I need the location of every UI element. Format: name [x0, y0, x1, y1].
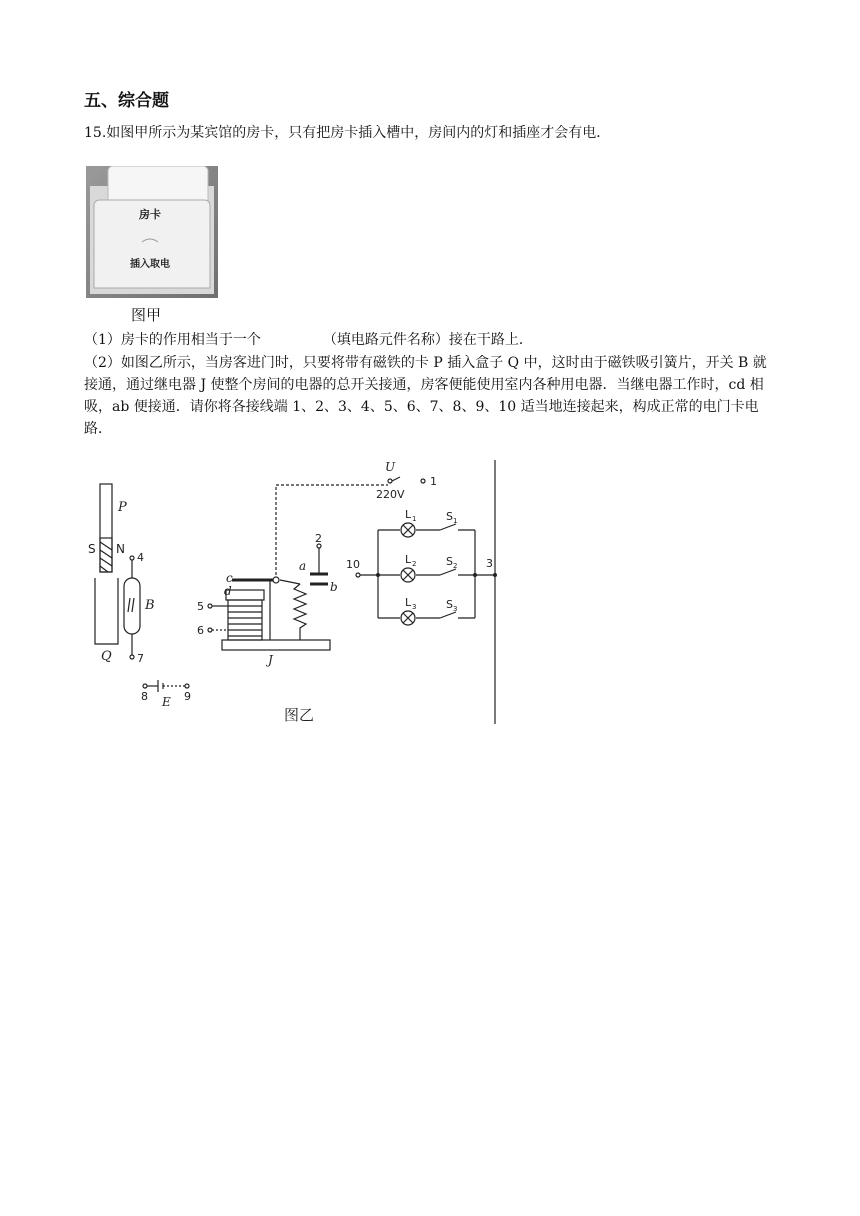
label-d: d — [224, 584, 232, 598]
label-l3-sub: 3 — [412, 603, 417, 611]
label-voltage: 220V — [376, 488, 405, 501]
label-q: Q — [101, 649, 112, 664]
terminal-4: 4 — [137, 551, 144, 564]
label-l2: L — [405, 553, 412, 566]
terminal-10: 10 — [346, 558, 360, 571]
question-intro: 15.如图甲所示为某宾馆的房卡，只有把房卡插入槽中，房间内的灯和插座才会有电． — [84, 125, 611, 141]
part1-after: （填电路元件名称）接在干路上． — [322, 332, 533, 348]
room-card-photo — [86, 166, 218, 298]
part1-text — [84, 329, 774, 351]
label-l3: L — [405, 596, 412, 609]
label-l2-sub: 2 — [412, 560, 417, 568]
label-c: c — [226, 571, 233, 585]
circuit-diagram — [0, 455, 520, 730]
label-a: a — [299, 559, 307, 573]
label-u: U — [385, 460, 396, 474]
label-s3: S — [446, 598, 453, 611]
reed-switch-b — [124, 578, 140, 634]
label-b: B — [145, 598, 155, 613]
label-b-contact: b — [330, 580, 338, 594]
label-l1: L — [405, 508, 412, 521]
terminal-7: 7 — [137, 652, 144, 665]
label-l1-sub: 1 — [412, 515, 417, 523]
terminal-8: 8 — [141, 690, 148, 703]
part2-text: （2）如图乙所示，当房客进门时，只要将带有磁铁的卡 P 插入盒子 Q 中，这时由于磁铁吸引簧片，开关 B 就接通，通过继电器 J 使整个房间的电器的总开关接通，房客便能使用室内各种用电器．当继电器工作时，cd 相吸，ab 便接通．请你将各接线端 1、2、3、4、5、6、7、8、9、10 适当地连接起来，构成正常的电门卡电路． — [84, 355, 767, 437]
label-s1: S — [446, 510, 453, 523]
figure-b-caption: 图乙 — [284, 706, 315, 724]
terminal-6: 6 — [197, 624, 204, 637]
card-action-label: 插入取电 — [130, 259, 170, 270]
label-s: S — [88, 542, 96, 556]
terminal-9: 9 — [184, 690, 191, 703]
label-p: P — [118, 500, 127, 515]
label-s2-sub: 2 — [453, 562, 458, 570]
slot-q — [95, 578, 118, 644]
label-n: N — [116, 542, 125, 556]
card-title-label: 房卡 — [139, 208, 161, 221]
label-s3-sub: 3 — [453, 605, 458, 613]
label-e: E — [162, 695, 171, 709]
label-s1-sub: 1 — [453, 517, 458, 525]
figure-a-caption: 图甲 — [131, 306, 162, 324]
terminal-3: 3 — [486, 557, 493, 570]
core-d — [226, 590, 264, 600]
section-title: 五、综合题 — [84, 91, 169, 111]
label-j: J — [268, 653, 273, 667]
part1-before: （1）房卡的作用相当于一个 — [84, 332, 261, 348]
relay-base — [222, 640, 330, 650]
terminal-5: 5 — [197, 600, 204, 613]
terminal-1: 1 — [430, 475, 437, 488]
spring — [294, 584, 306, 640]
terminal-2: 2 — [315, 532, 322, 545]
label-s2: S — [446, 555, 453, 568]
